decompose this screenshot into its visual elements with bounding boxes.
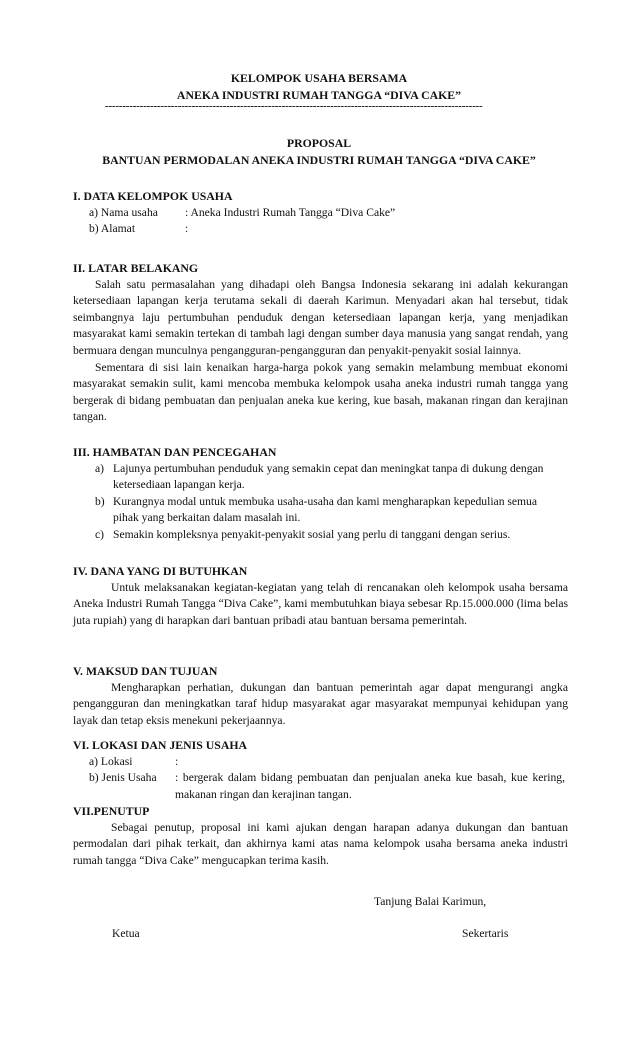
signature-place: Tanjung Balai Karimun, [374, 895, 487, 908]
section-latar-belakang [73, 260, 568, 426]
section-heading: IV. DANA YANG DI BUTUHKAN [73, 564, 248, 578]
paragraph: Untuk melaksanakan kegiatan-kegiatan yang telah di rencanakan oleh kelompok usaha bersama Aneka Industri Rumah Tangga “Diva Cake”, kami membutuhkan biaya sebesar Rp.15.000.000 (lima belas juta rupiah) yang di harapkan dari bantuan pribadi atau bantuan bersama pemerintah. [73, 580, 568, 627]
section-heading: VII.PENUTUP [73, 804, 150, 818]
section-maksud [73, 663, 568, 729]
alamat-label: b) Alamat [89, 222, 136, 236]
jenis-usaha-label: b) Jenis Usaha [89, 771, 157, 785]
list-text: Semakin kompleksnya penyakit-penyakit sosial yang perlu di tanggani dengan serius. [113, 527, 511, 541]
section-heading: VI. LOKASI DAN JENIS USAHA [73, 738, 248, 752]
list-item [95, 494, 545, 527]
section-heading: I. DATA KELOMPOK USAHA [73, 189, 233, 203]
nama-usaha-row [73, 205, 568, 222]
jenis-usaha-value: : bergerak dalam bidang pembuatan dan penjualan aneka kue basah, kue kering, makanan ringan dan kerajinan tangan. [175, 771, 565, 801]
paragraph: Salah satu permasalahan yang dihadapi oleh Bangsa Indonesia sekarang ini adalah kekurangan ketersediaan lapangan kerja terutama sekali di daerah Karimun. Menyadari akan hal tersebut, tidak seimbangnya laju pertumbuhan penduduk dengan ketersediaan lapangan kerja, yang menjadikan masyarakat kami semakin tertekan di tambah lagi dengan sumber daya manusia yang sangat rendah, yang bermuara dengan munculnya pengangguran-pengangguran dan penyakit-penyakit sosial lainnya. [73, 277, 568, 357]
list-item [95, 461, 545, 494]
list-marker: a) [95, 461, 105, 475]
section-heading: V. MAKSUD DAN TUJUAN [73, 664, 218, 678]
section-penutup [73, 803, 568, 869]
nama-usaha-label: a) Nama usaha [89, 205, 158, 219]
section-dana [73, 563, 568, 629]
section-data-kelompok [73, 188, 568, 238]
section-heading: II. LATAR BELAKANG [73, 261, 199, 275]
header-line-2: ANEKA INDUSTRI RUMAH TANGGA “DIVA CAKE” [176, 88, 462, 102]
list-item [95, 527, 545, 544]
alamat-row [73, 221, 568, 238]
header-line-1: KELOMPOK USAHA BERSAMA [230, 71, 408, 85]
jenis-usaha-row [73, 770, 568, 803]
signature-ketua: Ketua [112, 927, 140, 940]
proposal-subtitle: BANTUAN PERMODALAN ANEKA INDUSTRI RUMAH TANGGA “DIVA CAKE” [102, 153, 536, 167]
section-heading: III. HAMBATAN DAN PENCEGAHAN [73, 445, 277, 459]
section-lokasi [73, 737, 568, 803]
nama-usaha-value: : Aneka Industri Rumah Tangga “Diva Cake” [185, 205, 396, 219]
list-marker: c) [95, 527, 105, 541]
paragraph: Sementara di sisi lain kenaikan harga-harga pokok yang semakin melambung membuat ekonomi masyarakat semakin sulit, kami mencoba membuka kelompok usaha aneka industri rumah tangga yang bergerak di bidang pembuatan dan penjualan aneka kue kering, kue basah, makanan ringan dan kerajinan tangan. [73, 360, 568, 424]
lokasi-row [73, 754, 568, 771]
paragraph: Mengharapkan perhatian, dukungan dan bantuan pemerintah agar dapat mengurangi angka pengangguran dan meningkatkan taraf hidup masyarakat agar masyarakat mempunyai kehidupan yang layak dan tetap eksis menekuni pekerjaannya. [73, 680, 568, 727]
section-hambatan [73, 444, 568, 544]
header-separator: ------------------------------------------------------------------------------------------------------------- [105, 100, 483, 112]
lokasi-label: a) Lokasi [89, 754, 133, 768]
list-text: Lajunya pertumbuhan penduduk yang semakin cepat dan meningkat tanpa di dukung dengan ketersediaan lapangan kerja. [113, 461, 544, 492]
proposal-title: PROPOSAL [286, 136, 352, 150]
signature-sekertaris: Sekertaris [462, 927, 509, 940]
lokasi-value: : [175, 754, 179, 768]
list-text: Kurangnya modal untuk membuka usaha-usaha dan kami mengharapkan kepedulian semua pihak yang berkaitan dalam masalah ini. [113, 494, 538, 525]
list-marker: b) [95, 494, 105, 508]
paragraph: Sebagai penutup, proposal ini kami ajukan dengan harapan adanya dukungan dan bantuan permodalan dari pihak terkait, dan akhirnya kami atas nama kelompok usaha bersama aneka industri rumah tangga “Diva Cake” mengucapkan terima kasih. [73, 820, 568, 867]
alamat-value: : [185, 222, 189, 236]
